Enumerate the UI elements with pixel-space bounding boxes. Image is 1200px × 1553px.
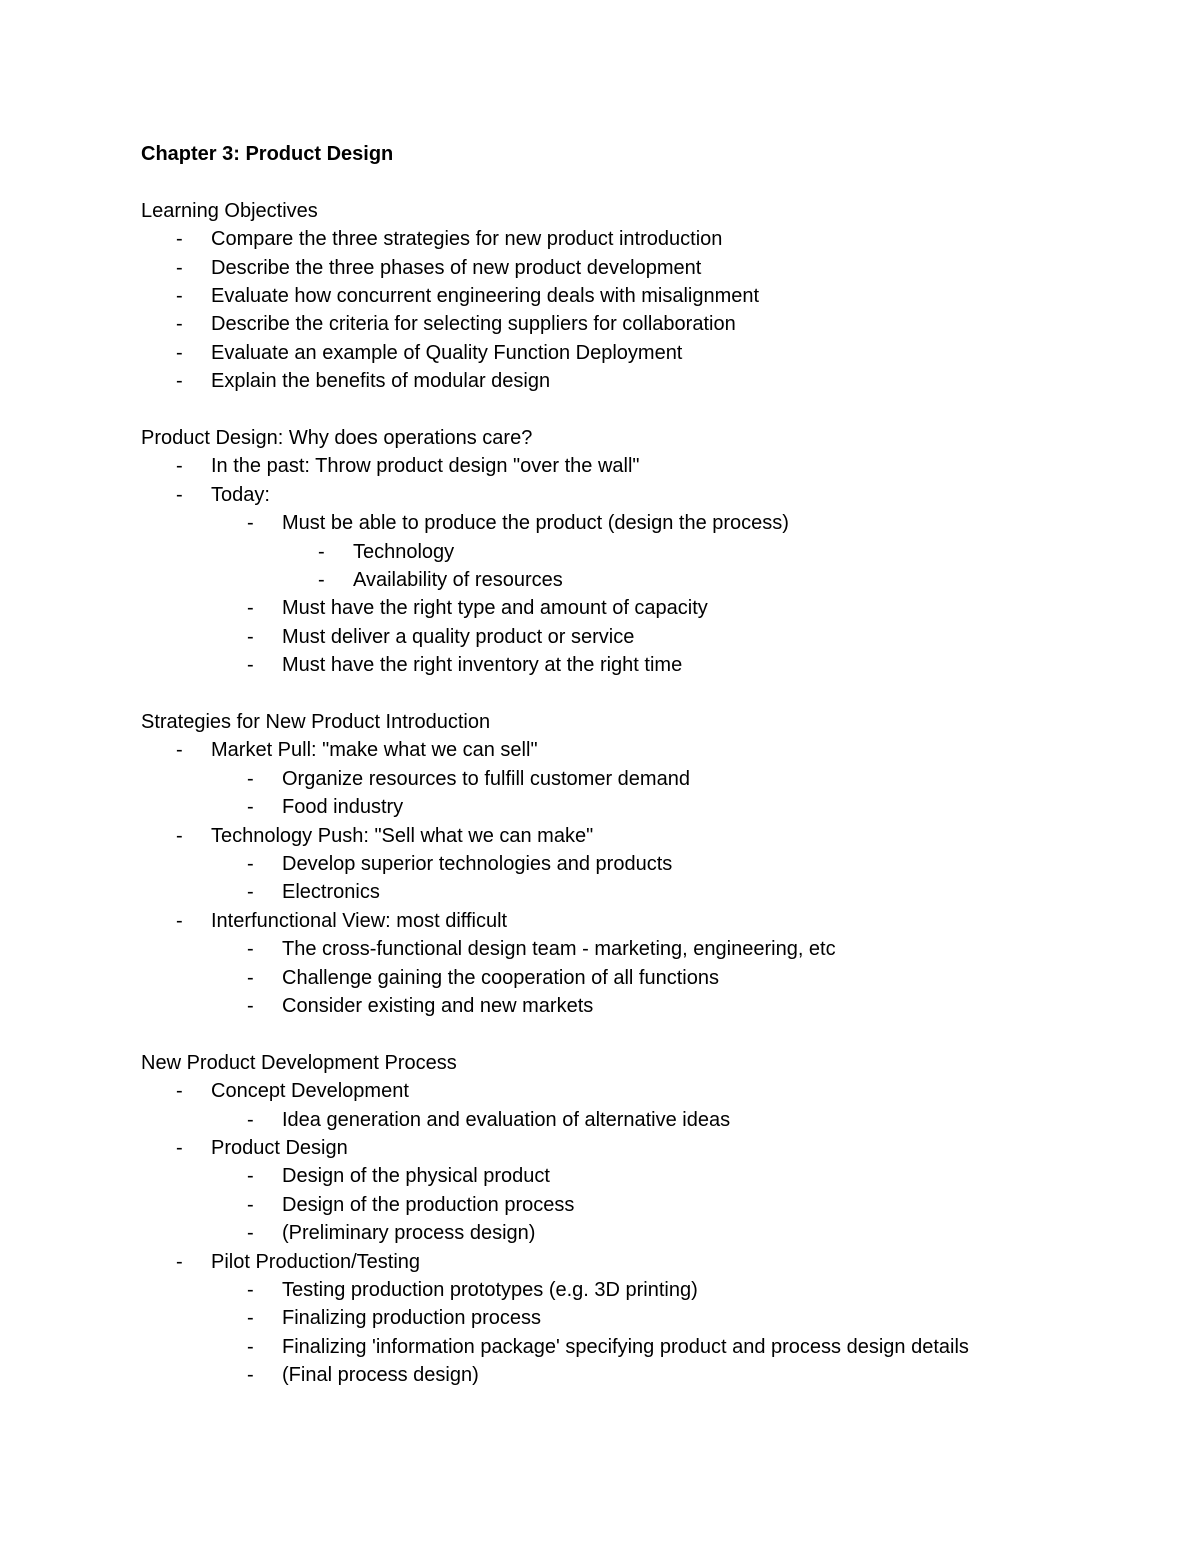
bullet-marker: - — [247, 1307, 254, 1330]
list-item — [0, 227, 1200, 251]
list-item — [0, 1363, 1200, 1387]
list-item — [0, 341, 1200, 365]
list-item-text: Evaluate an example of Quality Function Deployment — [211, 341, 683, 364]
list-item-text: Organize resources to fulfill customer demand — [282, 767, 690, 790]
bullet-marker: - — [176, 256, 183, 279]
bullet-marker: - — [176, 455, 183, 478]
bullet-marker: - — [176, 285, 183, 307]
bullet-marker: - — [247, 966, 254, 989]
bullet-marker: - — [247, 995, 254, 1017]
bullet-marker: - — [247, 938, 254, 961]
bullet-marker: - — [247, 1222, 254, 1245]
list-item — [0, 1136, 1200, 1160]
list-item-text: Explain the benefits of modular design — [211, 370, 551, 393]
bullet-marker: - — [176, 1250, 183, 1273]
bullet-marker: - — [318, 569, 325, 591]
list-item-text: Concept Development — [211, 1080, 409, 1103]
bullet-marker: - — [247, 796, 254, 819]
bullet-marker: - — [247, 1108, 254, 1131]
bullet-marker: - — [176, 1080, 183, 1103]
list-item-text: Testing production prototypes (e.g. 3D printing) — [282, 1279, 698, 1301]
list-item — [0, 1193, 1200, 1217]
list-item-text: Technology — [353, 540, 455, 563]
list-item-text: Finalizing 'information package' specifying product and process design details — [282, 1335, 969, 1358]
list-item — [0, 312, 1200, 336]
list-item — [0, 738, 1200, 762]
bullet-marker: - — [247, 625, 254, 648]
list-item-text: Must have the right type and amount of capacity — [282, 597, 708, 620]
list-item-text: Market Pull: "make what we can sell" — [211, 739, 538, 762]
list-item — [0, 767, 1200, 791]
list-item-text: Must be able to produce the product (design the process) — [282, 512, 789, 535]
list-item-text: Electronics — [282, 881, 380, 904]
list-item-text: (Final process design) — [282, 1364, 479, 1387]
list-item-text: Availability of resources — [353, 569, 563, 591]
bullet-marker: - — [176, 228, 183, 251]
list-item-text: Consider existing and new markets — [282, 995, 594, 1017]
list-item-text: In the past: Throw product design "over the wall" — [211, 455, 640, 478]
list-item-text: Technology Push: "Sell what we can make" — [211, 824, 594, 847]
list-item-text: (Preliminary process design) — [282, 1222, 536, 1245]
list-item — [0, 1164, 1200, 1188]
bullet-marker: - — [176, 739, 183, 762]
bullet-marker: - — [247, 881, 254, 904]
bullet-marker: - — [247, 654, 254, 677]
list-item — [0, 966, 1200, 990]
bullet-marker: - — [176, 483, 183, 506]
bullet-marker: - — [318, 540, 325, 563]
list-item-text: Describe the three phases of new product development — [211, 256, 702, 279]
list-item — [0, 880, 1200, 904]
list-item — [0, 653, 1200, 677]
bullet-marker: - — [247, 1364, 254, 1387]
list-item — [0, 994, 1200, 1018]
list-item-text: Must deliver a quality product or service — [282, 625, 635, 648]
list-item-text: Finalizing production process — [282, 1307, 542, 1330]
list-item — [0, 540, 1200, 564]
list-item-text: Product Design — [211, 1137, 348, 1159]
list-item-text: Describe the criteria for selecting suppliers for collaboration — [211, 313, 736, 336]
list-item — [0, 483, 1200, 507]
list-item — [0, 625, 1200, 649]
list-item — [0, 1079, 1200, 1103]
list-item — [0, 937, 1200, 961]
bullet-marker: - — [176, 824, 183, 847]
list-item — [0, 1250, 1200, 1274]
list-item — [0, 852, 1200, 876]
list-item — [0, 596, 1200, 620]
list-item-text: Develop superior technologies and products — [282, 853, 673, 875]
section-heading: New Product Development Process — [141, 1051, 457, 1074]
document-title: Chapter 3: Product Design — [141, 143, 394, 165]
bullet-marker: - — [176, 909, 183, 932]
list-item — [0, 795, 1200, 819]
section-heading: Learning Objectives — [141, 199, 318, 222]
bullet-marker: - — [176, 370, 183, 393]
list-item — [0, 284, 1200, 308]
section-heading: Product Design: Why does operations care? — [141, 427, 533, 449]
bullet-marker: - — [247, 1193, 254, 1216]
list-item-text: The cross-functional design team - marketing, engineering, etc — [282, 938, 836, 961]
bullet-marker: - — [247, 853, 254, 875]
list-item — [0, 1108, 1200, 1132]
list-item-text: Idea generation and evaluation of alternative ideas — [282, 1108, 731, 1131]
list-item-text: Challenge gaining the cooperation of all functions — [282, 966, 719, 989]
list-item — [0, 1278, 1200, 1302]
list-item-text: Interfunctional View: most difficult — [211, 909, 508, 932]
list-item-text: Today: — [211, 483, 270, 506]
bullet-marker: - — [247, 512, 254, 535]
list-item-text: Food industry — [282, 796, 404, 819]
bullet-marker: - — [247, 767, 254, 790]
list-item-text: Must have the right inventory at the right time — [282, 654, 683, 677]
bullet-marker: - — [176, 341, 183, 364]
list-item — [0, 454, 1200, 478]
list-item — [0, 1221, 1200, 1245]
list-item — [0, 369, 1200, 393]
bullet-marker: - — [247, 1335, 254, 1358]
list-item — [0, 824, 1200, 848]
list-item — [0, 256, 1200, 280]
bullet-marker: - — [247, 597, 254, 620]
bullet-marker: - — [176, 313, 183, 336]
list-item-text: Design of the production process — [282, 1193, 575, 1216]
section-heading: Strategies for New Product Introduction — [141, 711, 491, 733]
list-item — [0, 1335, 1200, 1359]
list-item-text: Design of the physical product — [282, 1165, 550, 1188]
list-item-text: Compare the three strategies for new product introduction — [211, 228, 723, 251]
bullet-marker: - — [176, 1137, 183, 1159]
bullet-marker: - — [247, 1165, 254, 1188]
list-item-text: Evaluate how concurrent engineering deals with misalignment — [211, 285, 760, 307]
list-item-text: Pilot Production/Testing — [211, 1250, 421, 1273]
bullet-marker: - — [247, 1279, 254, 1301]
list-item — [0, 568, 1200, 592]
list-item — [0, 909, 1200, 933]
list-item — [0, 1306, 1200, 1330]
list-item — [0, 511, 1200, 535]
